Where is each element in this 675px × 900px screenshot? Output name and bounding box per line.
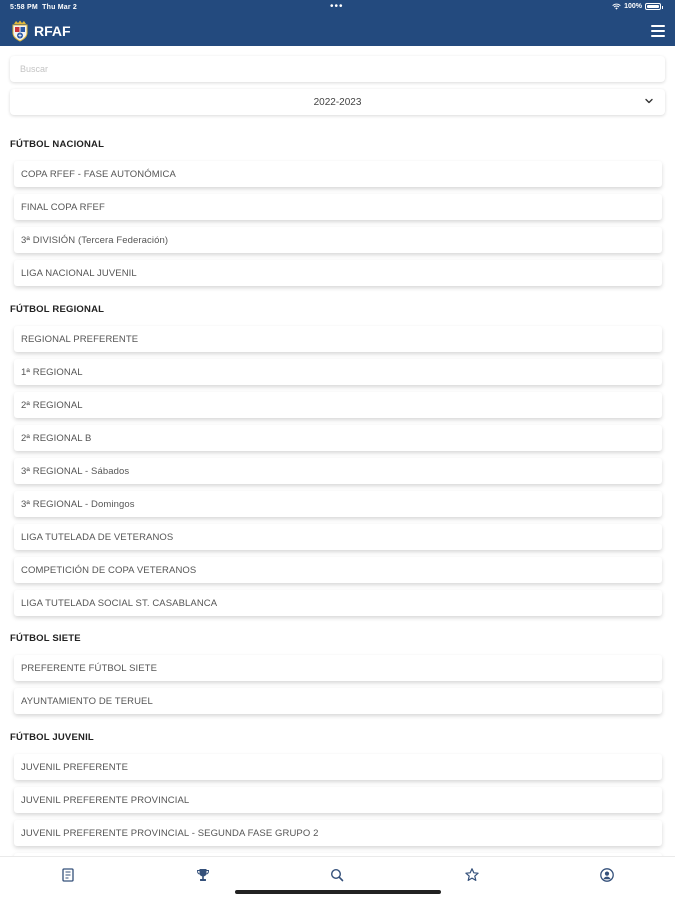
competition-label: LIGA TUTELADA DE VETERANOS [21, 532, 174, 543]
competition-item[interactable] [14, 425, 662, 451]
status-indicators [612, 3, 661, 10]
competition-item[interactable] [14, 590, 662, 616]
competition-item[interactable] [14, 194, 662, 220]
user-icon[interactable] [599, 867, 615, 883]
rfaf-logo [10, 20, 30, 42]
competition-item[interactable] [14, 326, 662, 352]
competition-item[interactable] [14, 227, 662, 253]
competition-label: 2ª REGIONAL [21, 400, 83, 411]
status-time-value: 5:58 PM [10, 4, 38, 11]
competition-item[interactable] [14, 754, 662, 780]
competition-item[interactable] [14, 787, 662, 813]
competition-label: 3ª REGIONAL - Sábados [21, 466, 130, 477]
news-icon[interactable] [60, 867, 76, 883]
competition-item[interactable] [14, 392, 662, 418]
competition-label: PREFERENTE FÚTBOL SIETE [21, 663, 158, 674]
search-icon[interactable] [329, 867, 345, 883]
competition-label: REGIONAL PREFERENTE [21, 334, 139, 345]
app-bar [0, 16, 675, 46]
section-title: FÚTBOL NACIONAL [10, 139, 105, 150]
competition-label: LIGA TUTELADA SOCIAL ST. CASABLANCA [21, 598, 218, 609]
competition-label: COPA RFEF - FASE AUTONÓMICA [21, 169, 176, 180]
season-selected-value: 2022-2023 [313, 97, 362, 108]
wifi-icon [612, 3, 621, 10]
competition-item[interactable] [14, 820, 662, 846]
status-time [10, 4, 77, 11]
competition-item[interactable] [14, 491, 662, 517]
section-title: FÚTBOL REGIONAL [10, 304, 105, 315]
star-icon[interactable] [464, 867, 480, 883]
competition-label: 3ª REGIONAL - Domingos [21, 499, 135, 510]
competition-label: FINAL COPA RFEF [21, 202, 105, 213]
competition-label: 1ª REGIONAL [21, 367, 83, 378]
home-indicator[interactable] [235, 890, 441, 894]
app-header [0, 0, 675, 46]
section-title: FÚTBOL JUVENIL [10, 732, 94, 743]
competition-label: AYUNTAMIENTO DE TERUEL [21, 696, 153, 707]
competition-label: JUVENIL PREFERENTE PROVINCIAL [21, 795, 190, 806]
trophy-icon[interactable] [195, 867, 211, 883]
competition-item[interactable] [14, 161, 662, 187]
competition-label: JUVENIL PREFERENTE [21, 762, 129, 773]
competition-item[interactable] [14, 655, 662, 681]
battery-percent: 100% [624, 3, 642, 10]
battery-icon [645, 3, 661, 10]
competition-label: JUVENIL PREFERENTE PROVINCIAL - SEGUNDA FASE GRUPO 2 [21, 828, 319, 839]
competition-item[interactable] [14, 524, 662, 550]
status-bar [0, 0, 675, 14]
competition-item[interactable] [14, 260, 662, 286]
competition-item[interactable] [14, 688, 662, 714]
competition-label: LIGA NACIONAL JUVENIL [21, 268, 137, 279]
competition-item[interactable] [14, 458, 662, 484]
competition-label: COMPETICIÓN DE COPA VETERANOS [21, 565, 197, 576]
section-title: FÚTBOL SIETE [10, 633, 81, 644]
status-date: Thu Mar 2 [42, 4, 78, 11]
hamburger-menu-icon[interactable] [651, 25, 665, 37]
season-select[interactable] [10, 89, 665, 115]
search-input[interactable] [10, 56, 665, 82]
competition-item[interactable] [14, 557, 662, 583]
multitasking-dots[interactable]: ••• [330, 1, 344, 12]
competition-label: 2ª REGIONAL B [21, 433, 92, 444]
competition-label: 3ª DIVISIÓN (Tercera Federación) [21, 235, 169, 246]
competition-item[interactable] [14, 359, 662, 385]
chevron-down-icon [645, 97, 653, 105]
app-title: RFAF [34, 23, 71, 39]
